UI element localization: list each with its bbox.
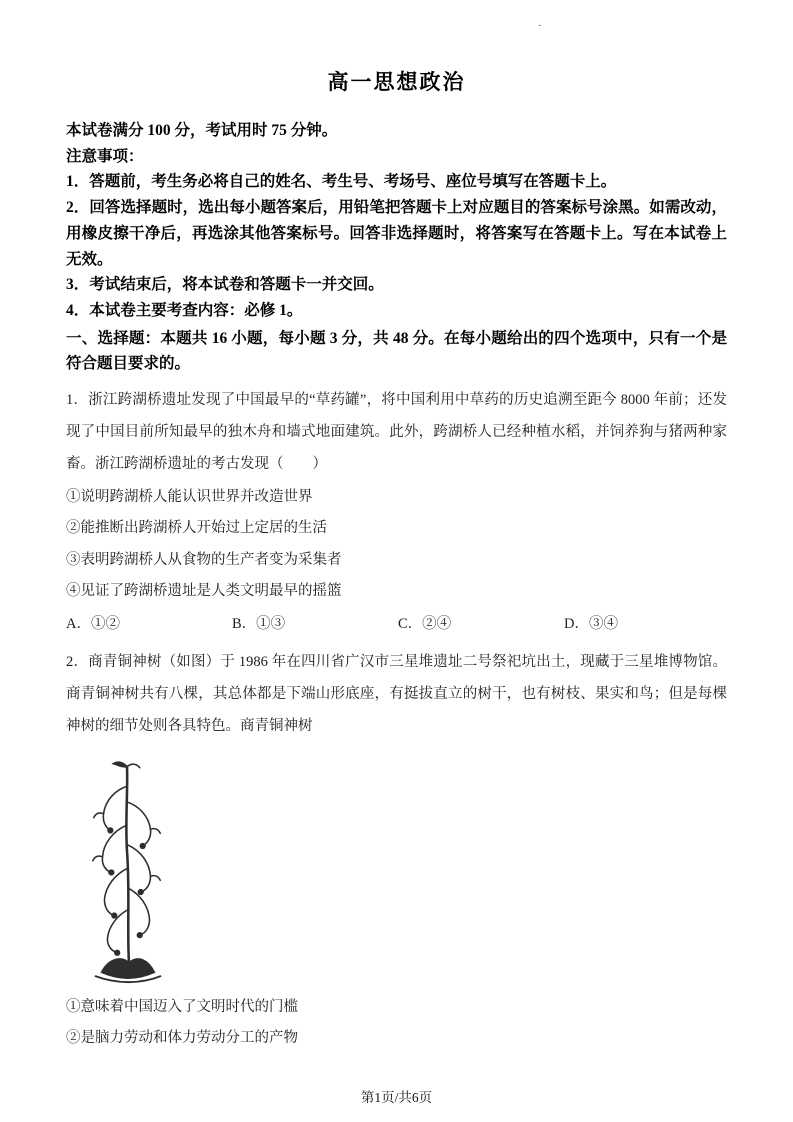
- choice-b: B．①③: [232, 615, 286, 632]
- question-1-option-3: ③表明跨湖桥人从食物的生产者变为采集者: [66, 551, 342, 568]
- question-2: [66, 647, 727, 1054]
- bronze-tree-figure: [72, 753, 182, 988]
- question-1-choices: [66, 609, 727, 639]
- notice-title: 注意事项：: [66, 147, 144, 165]
- choice-c: C．②④: [398, 615, 452, 632]
- choice-d: D．③④: [564, 615, 618, 632]
- section-heading: 一、选择题：本题共 16 小题，每小题 3 分，共 48 分。在每小题给出的四个选项中，只有一个是符合题目要求的。: [66, 329, 727, 373]
- choice-a: A．①②: [66, 615, 120, 632]
- notice-item-3: 3．考试结束后，将本试卷和答题卡一并交回。: [66, 276, 384, 294]
- stray-mark: ·: [538, 20, 542, 32]
- notice-item-1: 1．答题前，考生务必将自己的姓名、考生号、考场号、座位号填写在答题卡上。: [66, 173, 617, 191]
- question-1-option-2: ②能推断出跨湖桥人开始过上定居的生活: [66, 520, 327, 537]
- notice-item-2: 2．回答选择题时，选出每小题答案后，用铅笔把答题卡上对应题目的答案标号涂黑。如需改动，用橡皮擦干净后，再选涂其他答案标号。回答非选择题时，将答案写在答题卡上。写在本试卷上无效。: [66, 199, 727, 268]
- page-footer: 第1页/共6页: [360, 1090, 433, 1105]
- page-title: 高一思想政治: [327, 70, 466, 94]
- question-2-stem: 2．商青铜神树（如图）于 1986 年在四川省广汉市三星堆遗址二号祭祀坑出土，现藏于三星堆博物馆。商青铜神树共有八棵，其总体都是下端山形底座，有挺拔直立的树干，也有树枝、果实和鸟；但是每棵神树的细节处则各具特色。商青铜神树: [66, 654, 727, 734]
- exam-intro: 本试卷满分 100 分，考试用时 75 分钟。: [66, 122, 338, 139]
- notice-item-4: 4．本试卷主要考查内容：必修 1。: [66, 302, 303, 320]
- question-1-option-4: ④见证了跨湖桥遗址是人类文明最早的摇篮: [66, 583, 342, 600]
- question-2-option-1: ①意味着中国迈入了文明时代的门槛: [66, 998, 298, 1015]
- question-1-stem: 1．浙江跨湖桥遗址发现了中国最早的“草药罐”，将中国利用中草药的历史追溯至距今 8000 年前；还发现了中国目前所知最早的独木舟和墙式地面建筑。此外，跨湖桥人已经种植水稻，并饲养狗与猪两种家畜。浙江跨湖桥遗址的考古发现（ ）: [66, 392, 727, 472]
- question-1-option-1: ①说明跨湖桥人能认识世界并改造世界: [66, 488, 313, 505]
- question-1: [66, 385, 727, 639]
- question-2-option-2: ②是脑力劳动和体力劳动分工的产物: [66, 1030, 298, 1047]
